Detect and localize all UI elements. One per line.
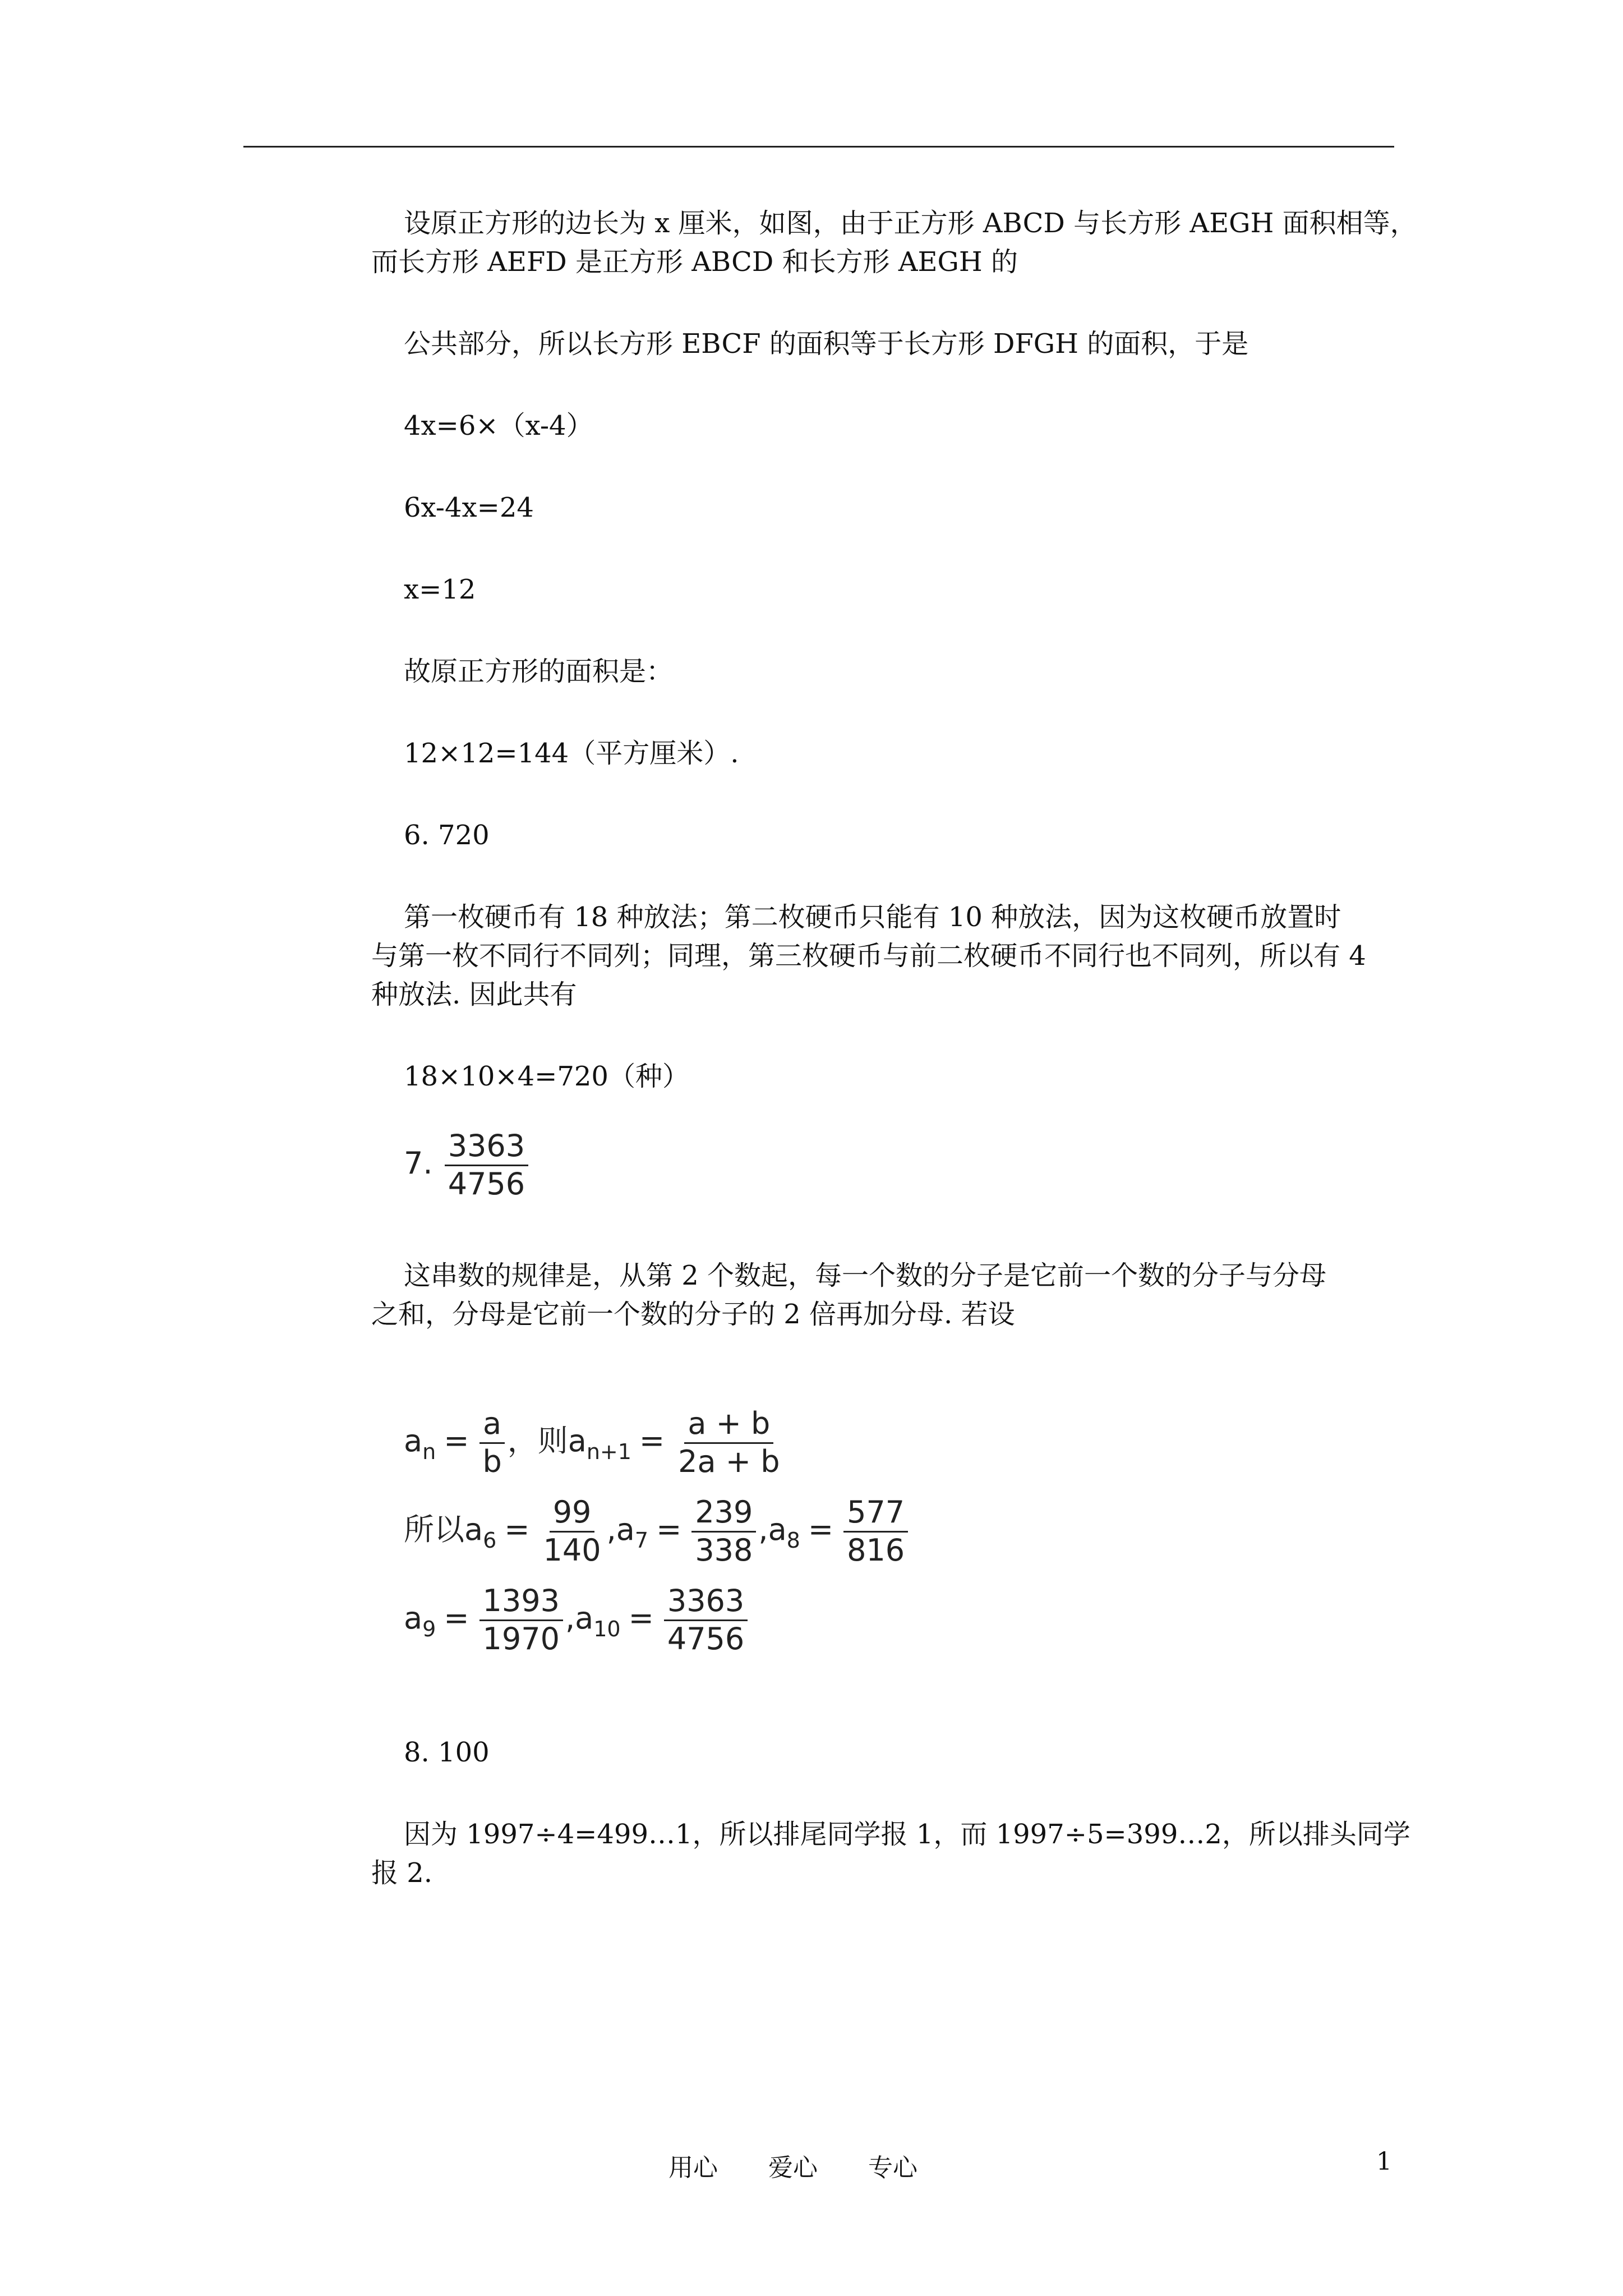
subscript: 7 bbox=[634, 1527, 649, 1553]
answer-7-fraction bbox=[445, 1130, 528, 1200]
header-rule bbox=[243, 146, 1394, 148]
subscript: 10 bbox=[593, 1616, 621, 1641]
equals-sign: = bbox=[504, 1511, 530, 1547]
equals-sign: = bbox=[639, 1423, 665, 1458]
fraction-numerator: 1393 bbox=[479, 1585, 563, 1621]
fraction-a6 bbox=[540, 1494, 605, 1568]
var-a: a bbox=[616, 1511, 635, 1547]
fraction-denominator: 1970 bbox=[482, 1621, 560, 1657]
fraction-denominator: 140 bbox=[543, 1532, 601, 1568]
fraction-numerator: 3363 bbox=[445, 1130, 528, 1166]
page-number: 1 bbox=[1376, 2147, 1392, 2176]
var-a: a bbox=[568, 1423, 587, 1458]
text-line: 种放法. 因此共有 bbox=[371, 979, 577, 1010]
equals-sign: = bbox=[628, 1600, 654, 1636]
var-a: a bbox=[575, 1600, 594, 1636]
fraction-a-over-b bbox=[479, 1408, 505, 1478]
formula-connector: 所以 bbox=[404, 1511, 464, 1547]
comma: , bbox=[758, 1511, 768, 1547]
subscript: 6 bbox=[483, 1527, 497, 1553]
fraction-numerator: 239 bbox=[691, 1497, 756, 1533]
text-line: 与第一枚不同行不同列；同理，第三枚硬币与前二枚硬币不同行也不同列，所以有 4 bbox=[371, 940, 1366, 972]
fraction-numerator: a + b bbox=[684, 1408, 773, 1444]
fraction-numerator: 577 bbox=[843, 1497, 908, 1533]
fraction-recurrence bbox=[675, 1408, 783, 1478]
equals-sign: = bbox=[656, 1511, 682, 1547]
equation-line: 18×10×4=720（种） bbox=[404, 1061, 689, 1092]
fraction-a10 bbox=[664, 1585, 748, 1655]
formula-connector: ，则 bbox=[507, 1423, 568, 1458]
var-a: a bbox=[464, 1511, 483, 1547]
answer-7 bbox=[404, 1130, 531, 1200]
formula-line-3 bbox=[404, 1585, 750, 1655]
equation-line: 4x=6×（x-4） bbox=[404, 410, 593, 441]
footer-motto-3: 专心 bbox=[868, 2154, 917, 2182]
fraction-numerator: 3363 bbox=[664, 1585, 748, 1621]
subscript: 9 bbox=[422, 1616, 436, 1641]
answer-6: 6. 720 bbox=[404, 820, 490, 851]
footer-motto-1: 用心 bbox=[668, 2154, 718, 2182]
text-line: 设原正方形的边长为 x 厘米，如图，由于正方形 ABCD 与长方形 AEGH 面积相等， bbox=[404, 208, 1417, 239]
answer-8: 8. 100 bbox=[404, 1737, 490, 1768]
equals-sign: = bbox=[444, 1423, 469, 1458]
text-line: 这串数的规律是，从第 2 个数起，每一个数的分子是它前一个数的分子与分母 bbox=[404, 1260, 1327, 1291]
subscript: 8 bbox=[786, 1527, 800, 1553]
text-line: 之和，分母是它前一个数的分子的 2 倍再加分母. 若设 bbox=[371, 1299, 1015, 1330]
formula-line-1 bbox=[404, 1408, 785, 1478]
formula-line-2 bbox=[404, 1494, 910, 1568]
fraction-numerator: a bbox=[479, 1408, 505, 1444]
equals-sign: = bbox=[444, 1600, 469, 1636]
answer-7-label: 7. bbox=[404, 1145, 433, 1181]
text-line: 报 2. bbox=[371, 1857, 433, 1889]
comma: , bbox=[606, 1511, 616, 1547]
fraction-a9 bbox=[479, 1585, 563, 1655]
fraction-a7 bbox=[691, 1494, 756, 1568]
fraction-denominator: 2a + b bbox=[678, 1443, 780, 1479]
var-a: a bbox=[768, 1511, 787, 1547]
var-a: a bbox=[404, 1423, 423, 1458]
fraction-a8 bbox=[843, 1494, 908, 1568]
text-line: 因为 1997÷4=499…1，所以排尾同学报 1，而 1997÷5=399…2，所以排头同学 bbox=[404, 1819, 1410, 1850]
fraction-denominator: 4756 bbox=[448, 1166, 525, 1202]
subscript: n bbox=[422, 1439, 436, 1464]
fraction-numerator: 99 bbox=[550, 1497, 595, 1533]
fraction-denominator: 816 bbox=[847, 1532, 905, 1568]
subscript: n+1 bbox=[586, 1439, 631, 1464]
fraction-denominator: 4756 bbox=[667, 1621, 745, 1657]
text-line: 公共部分，所以长方形 EBCF 的面积等于长方形 DFGH 的面积，于是 bbox=[404, 328, 1249, 360]
var-a: a bbox=[404, 1600, 423, 1636]
equation-line: x=12 bbox=[404, 574, 476, 605]
text-line: 第一枚硬币有 18 种放法；第二枚硬币只能有 10 种放法，因为这枚硬币放置时 bbox=[404, 901, 1341, 933]
text-line: 而长方形 AEFD 是正方形 ABCD 和长方形 AEGH 的 bbox=[371, 246, 1018, 278]
equation-line: 12×12=144（平方厘米）. bbox=[404, 738, 739, 769]
equals-sign: = bbox=[808, 1511, 834, 1547]
equation-line: 6x-4x=24 bbox=[404, 492, 534, 523]
fraction-denominator: 338 bbox=[695, 1532, 753, 1568]
text-line: 故原正方形的面积是： bbox=[404, 656, 674, 687]
footer-motto-2: 爱心 bbox=[768, 2154, 818, 2182]
fraction-denominator: b bbox=[482, 1443, 502, 1479]
comma: , bbox=[565, 1600, 575, 1636]
